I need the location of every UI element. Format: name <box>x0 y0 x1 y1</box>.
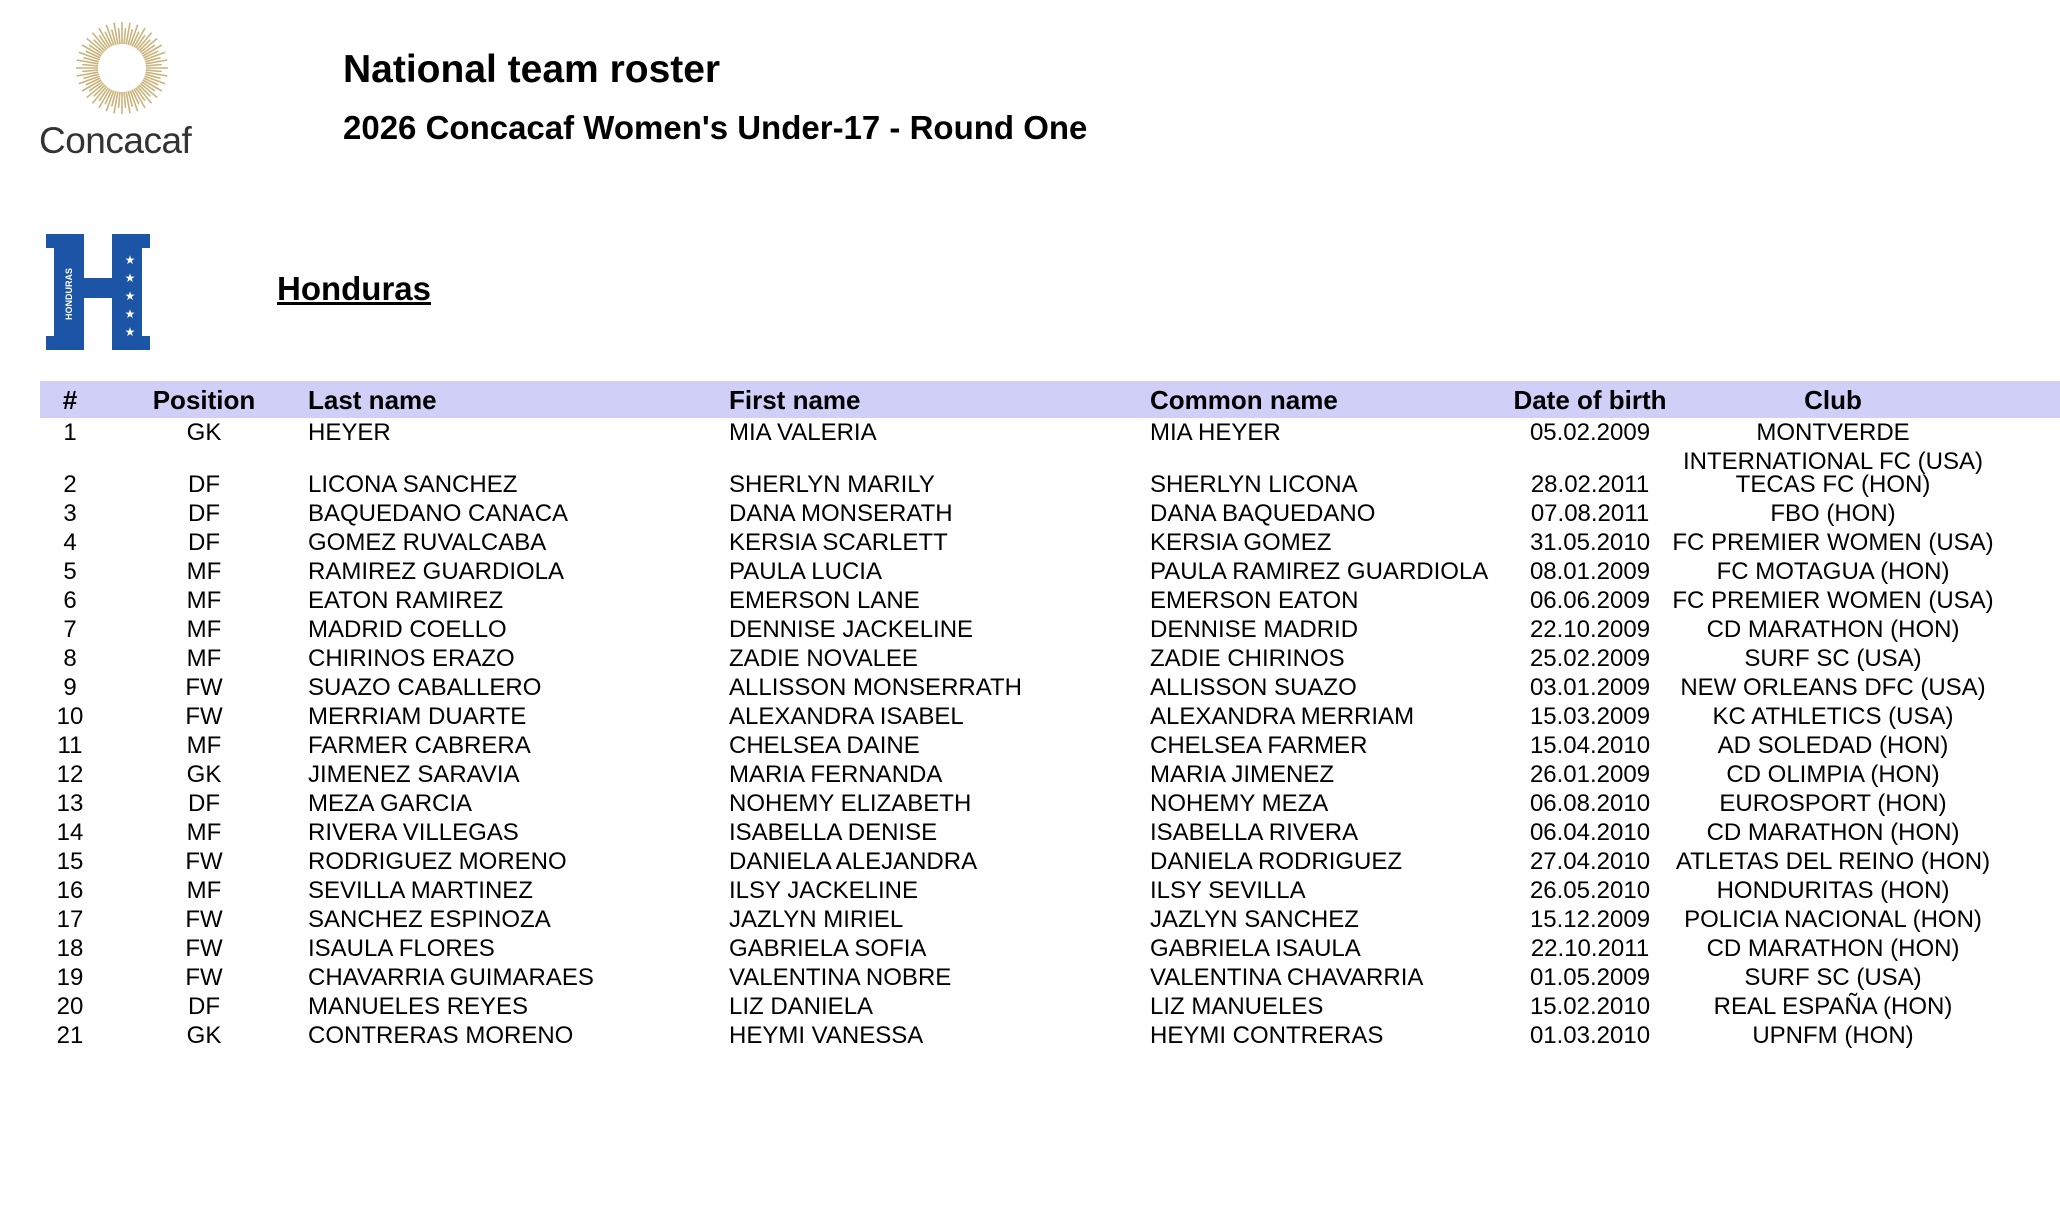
cell-club: SURF SC (USA) <box>1744 964 1922 991</box>
cell-number: 9 <box>63 674 77 701</box>
table-row <box>0 470 2060 499</box>
cell-first-name: LIZ DANIELA <box>729 993 874 1020</box>
cell-first-name: MARIA FERNANDA <box>729 761 943 788</box>
cell-position: FW <box>185 674 223 701</box>
table-row <box>0 644 2060 673</box>
cell-position: DF <box>188 471 220 498</box>
cell-last-name: GOMEZ RUVALCABA <box>308 529 547 556</box>
cell-last-name: JIMENEZ SARAVIA <box>308 761 520 788</box>
cell-date-of-birth: 03.01.2009 <box>1529 674 1651 701</box>
cell-common-name: ALEXANDRA MERRIAM <box>1150 703 1415 730</box>
cell-first-name: JAZLYN MIRIEL <box>729 906 904 933</box>
cell-number: 16 <box>56 877 84 904</box>
cell-position: FW <box>185 935 223 962</box>
cell-date-of-birth: 15.12.2009 <box>1529 906 1651 933</box>
cell-common-name: VALENTINA CHAVARRIA <box>1150 964 1424 991</box>
cell-number: 3 <box>63 500 77 527</box>
cell-first-name: GABRIELA SOFIA <box>729 935 927 962</box>
cell-date-of-birth: 15.02.2010 <box>1529 993 1651 1020</box>
table-row <box>0 731 2060 760</box>
cell-number: 12 <box>56 761 84 788</box>
col-header-common-name: Common name <box>1150 385 1338 415</box>
cell-club: SURF SC (USA) <box>1744 645 1922 672</box>
cell-common-name: ISABELLA RIVERA <box>1150 819 1359 846</box>
cell-club: NEW ORLEANS DFC (USA) <box>1680 674 1986 701</box>
table-header <box>40 381 2060 418</box>
honduras-crest-icon <box>46 234 150 355</box>
cell-last-name: MERRIAM DUARTE <box>308 703 527 730</box>
cell-common-name: DANIELA RODRIGUEZ <box>1150 848 1403 875</box>
cell-first-name: ISABELLA DENISE <box>729 819 938 846</box>
table-row <box>0 673 2060 702</box>
team-name: Honduras <box>277 270 432 307</box>
table-row <box>0 499 2060 528</box>
cell-last-name: FARMER CABRERA <box>308 732 531 759</box>
cell-common-name: SHERLYN LICONA <box>1150 471 1358 498</box>
cell-date-of-birth: 07.08.2011 <box>1530 500 1650 527</box>
cell-first-name: SHERLYN MARILY <box>729 471 935 498</box>
cell-club: CD MARATHON (HON) <box>1706 616 1960 643</box>
col-header-position: Position <box>152 385 256 415</box>
cell-number: 21 <box>56 1022 84 1049</box>
cell-club: CD MARATHON (HON) <box>1706 819 1960 846</box>
cell-number: 14 <box>56 819 84 846</box>
col-header-club: Club <box>1804 385 1862 415</box>
cell-common-name: ALLISSON SUAZO <box>1150 674 1357 701</box>
cell-date-of-birth: 22.10.2011 <box>1530 935 1650 962</box>
cell-last-name: HEYER <box>308 419 391 446</box>
cell-club: MONTVERDE INTERNATIONAL FC (USA) <box>1682 419 1983 475</box>
cell-first-name: ALEXANDRA ISABEL <box>729 703 964 730</box>
cell-number: 6 <box>63 587 77 614</box>
table-row <box>0 789 2060 818</box>
cell-date-of-birth: 06.04.2010 <box>1529 819 1651 846</box>
col-header-last-name: Last name <box>308 385 437 415</box>
cell-club: TECAS FC (HON) <box>1735 471 1931 498</box>
cell-first-name: HEYMI VANESSA <box>729 1022 924 1049</box>
col-header-date-of-birth: Date of birth <box>1513 385 1667 415</box>
cell-date-of-birth: 05.02.2009 <box>1529 419 1651 446</box>
cell-last-name: LICONA SANCHEZ <box>308 471 518 498</box>
cell-last-name: MANUELES REYES <box>308 993 529 1020</box>
svg-text:★: ★ <box>124 289 136 303</box>
logo-text: Concacaf <box>39 120 192 161</box>
cell-common-name: KERSIA GOMEZ <box>1150 529 1332 556</box>
cell-last-name: SUAZO CABALLERO <box>308 674 542 701</box>
col-header-first-name: First name <box>729 385 861 415</box>
cell-date-of-birth: 15.03.2009 <box>1529 703 1651 730</box>
cell-club: FC MOTAGUA (HON) <box>1716 558 1950 585</box>
cell-last-name: SANCHEZ ESPINOZA <box>308 906 551 933</box>
cell-last-name: RIVERA VILLEGAS <box>308 819 519 846</box>
table-row <box>0 905 2060 934</box>
cell-number: 13 <box>56 790 84 817</box>
cell-number: 10 <box>56 703 84 730</box>
cell-club: FC PREMIER WOMEN (USA) <box>1672 587 1994 614</box>
cell-club: UPNFM (HON) <box>1752 1022 1914 1049</box>
cell-first-name: MIA VALERIA <box>729 419 877 446</box>
cell-first-name: CHELSEA DAINE <box>729 732 920 759</box>
cell-club: POLICIA NACIONAL (HON) <box>1684 906 1982 933</box>
cell-common-name: MIA HEYER <box>1150 419 1281 446</box>
cell-last-name: CHIRINOS ERAZO <box>308 645 515 672</box>
cell-date-of-birth: 15.04.2010 <box>1529 732 1651 759</box>
cell-date-of-birth: 06.06.2009 <box>1529 587 1651 614</box>
cell-common-name: EMERSON EATON <box>1150 587 1359 614</box>
cell-first-name: DANIELA ALEJANDRA <box>729 848 978 875</box>
cell-date-of-birth: 01.03.2010 <box>1529 1022 1651 1049</box>
table-row <box>0 760 2060 789</box>
cell-position: DF <box>188 529 220 556</box>
page-title: National team roster <box>343 48 721 91</box>
cell-position: MF <box>186 587 222 614</box>
cell-number: 19 <box>56 964 84 991</box>
cell-first-name: EMERSON LANE <box>729 587 920 614</box>
table-row <box>0 418 2060 475</box>
svg-text:★: ★ <box>124 325 136 339</box>
cell-position: GK <box>186 419 222 446</box>
cell-number: 20 <box>56 993 84 1020</box>
cell-common-name: DANA BAQUEDANO <box>1150 500 1376 527</box>
table-row <box>0 557 2060 586</box>
cell-number: 1 <box>63 419 77 446</box>
cell-club: ATLETAS DEL REINO (HON) <box>1675 848 1991 875</box>
cell-date-of-birth: 22.10.2009 <box>1529 616 1651 643</box>
cell-date-of-birth: 06.08.2010 <box>1529 790 1651 817</box>
cell-common-name: ILSY SEVILLA <box>1150 877 1306 904</box>
cell-last-name: MADRID COELLO <box>308 616 507 643</box>
cell-first-name: NOHEMY ELIZABETH <box>729 790 972 817</box>
cell-club: REAL ESPAÑA (HON) <box>1713 993 1953 1020</box>
cell-first-name: VALENTINA NOBRE <box>729 964 952 991</box>
cell-number: 18 <box>56 935 84 962</box>
crest-text: HONDURAS <box>64 267 74 321</box>
cell-position: DF <box>188 993 220 1020</box>
cell-position: FW <box>185 848 223 875</box>
cell-club: EUROSPORT (HON) <box>1719 790 1947 817</box>
cell-position: DF <box>188 790 220 817</box>
cell-date-of-birth: 25.02.2009 <box>1529 645 1651 672</box>
cell-position: FW <box>185 906 223 933</box>
col-header-number: # <box>62 385 78 415</box>
cell-common-name: GABRIELA ISAULA <box>1150 935 1361 962</box>
cell-club: CD MARATHON (HON) <box>1706 935 1960 962</box>
cell-first-name: KERSIA SCARLETT <box>729 529 948 556</box>
table-row <box>0 615 2060 644</box>
cell-last-name: EATON RAMIREZ <box>308 587 504 614</box>
cell-common-name: CHELSEA FARMER <box>1150 732 1368 759</box>
cell-number: 7 <box>63 616 77 643</box>
cell-date-of-birth: 26.01.2009 <box>1529 761 1651 788</box>
cell-first-name: DANA MONSERATH <box>729 500 953 527</box>
cell-club: FC PREMIER WOMEN (USA) <box>1672 529 1994 556</box>
cell-number: 2 <box>63 471 77 498</box>
cell-position: MF <box>186 558 222 585</box>
cell-common-name: LIZ MANUELES <box>1150 993 1324 1020</box>
cell-club: AD SOLEDAD (HON) <box>1717 732 1949 759</box>
cell-club: KC ATHLETICS (USA) <box>1712 703 1954 730</box>
cell-date-of-birth: 31.05.2010 <box>1529 529 1651 556</box>
cell-date-of-birth: 01.05.2009 <box>1529 964 1651 991</box>
cell-last-name: CHAVARRIA GUIMARAES <box>308 964 594 991</box>
svg-text:★: ★ <box>124 253 136 267</box>
cell-position: MF <box>186 877 222 904</box>
cell-common-name: JAZLYN SANCHEZ <box>1150 906 1359 933</box>
cell-number: 8 <box>63 645 77 672</box>
cell-date-of-birth: 26.05.2010 <box>1529 877 1651 904</box>
cell-position: FW <box>185 964 223 991</box>
cell-first-name: PAULA LUCIA <box>729 558 882 585</box>
cell-last-name: CONTRERAS MORENO <box>308 1022 574 1049</box>
table-row <box>0 1021 2060 1050</box>
cell-first-name: ALLISSON MONSERRATH <box>729 674 1022 701</box>
cell-club: CD OLIMPIA (HON) <box>1726 761 1940 788</box>
table-row <box>0 702 2060 731</box>
cell-date-of-birth: 28.02.2011 <box>1530 471 1650 498</box>
cell-first-name: ZADIE NOVALEE <box>729 645 918 672</box>
cell-common-name: NOHEMY MEZA <box>1150 790 1329 817</box>
table-row <box>0 876 2060 905</box>
cell-number: 4 <box>63 529 77 556</box>
cell-position: GK <box>186 1022 222 1049</box>
cell-position: DF <box>188 500 220 527</box>
cell-last-name: RAMIREZ GUARDIOLA <box>308 558 565 585</box>
table-row <box>0 847 2060 876</box>
cell-common-name: PAULA RAMIREZ GUARDIOLA <box>1150 558 1489 585</box>
sun-rays-icon <box>70 18 174 118</box>
table-row <box>0 992 2060 1021</box>
cell-last-name: BAQUEDANO CANACA <box>308 500 569 527</box>
cell-date-of-birth: 08.01.2009 <box>1529 558 1651 585</box>
cell-number: 17 <box>56 906 84 933</box>
cell-common-name: DENNISE MADRID <box>1150 616 1359 643</box>
cell-last-name: SEVILLA MARTINEZ <box>308 877 533 904</box>
svg-text:★: ★ <box>124 307 136 321</box>
cell-position: MF <box>186 616 222 643</box>
cell-number: 5 <box>63 558 77 585</box>
concacaf-logo <box>36 18 206 168</box>
table-row <box>0 934 2060 963</box>
table-row <box>0 818 2060 847</box>
cell-position: MF <box>186 819 222 846</box>
cell-common-name: HEYMI CONTRERAS <box>1150 1022 1384 1049</box>
cell-club: HONDURITAS (HON) <box>1716 877 1950 904</box>
cell-first-name: DENNISE JACKELINE <box>729 616 974 643</box>
cell-number: 11 <box>57 732 83 759</box>
cell-last-name: ISAULA FLORES <box>308 935 495 962</box>
cell-position: FW <box>185 703 223 730</box>
table-row <box>0 586 2060 615</box>
cell-common-name: ZADIE CHIRINOS <box>1150 645 1345 672</box>
cell-position: MF <box>186 645 222 672</box>
cell-date-of-birth: 27.04.2010 <box>1529 848 1651 875</box>
table-row <box>0 528 2060 557</box>
cell-first-name: ILSY JACKELINE <box>729 877 918 904</box>
cell-position: GK <box>186 761 222 788</box>
cell-last-name: RODRIGUEZ MORENO <box>308 848 567 875</box>
page-subtitle: 2026 Concacaf Women's Under-17 - Round One <box>343 109 1088 146</box>
cell-number: 15 <box>56 848 84 875</box>
svg-text:★: ★ <box>124 271 136 285</box>
cell-club: FBO (HON) <box>1770 500 1896 527</box>
cell-position: MF <box>186 732 222 759</box>
cell-common-name: MARIA JIMENEZ <box>1150 761 1335 788</box>
cell-last-name: MEZA GARCIA <box>308 790 473 817</box>
table-row <box>0 963 2060 992</box>
